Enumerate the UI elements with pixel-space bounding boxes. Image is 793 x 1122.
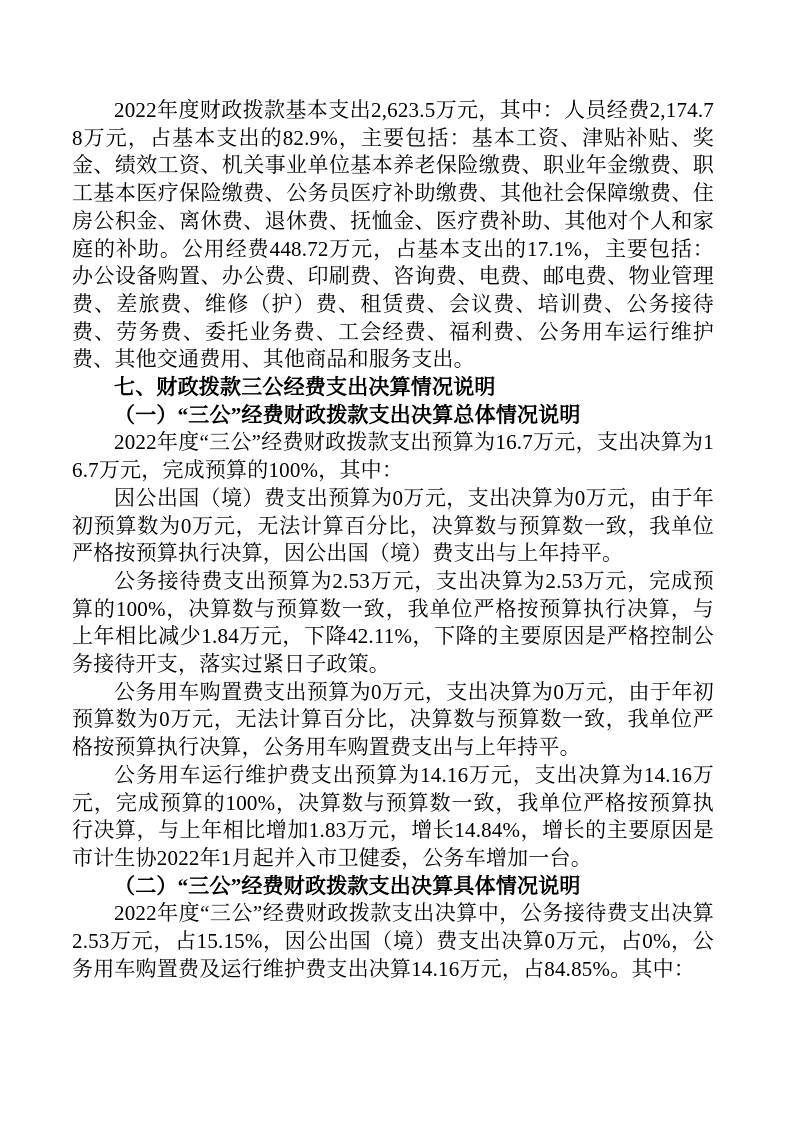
- paragraph: 2022年度财政拨款基本支出2,623.5万元，其中：人员经费2,174.78万元，占基本支出的82.9%，主要包括：基本工资、津贴补贴、奖金、绩效工资、机关事业单位基本养老保险缴费、职业年金缴费、职工基本医疗保险缴费、公务员医疗补助缴费、其他社会保障缴费、住房公积金、离休费、退休费、抚恤金、医疗费补助、其他对个人和家庭的补助。公用经费448.72万元，占基本支出的17.1%，主要包括：办公设备购置、办公费、印刷费、咨询费、电费、邮电费、物业管理费、差旅费、维修（护）费、租赁费、会议费、培训费、公务接待费、劳务费、委托业务费、工会经费、福利费、公务用车运行维护费、其他交通费用、其他商品和服务支出。: [72, 98, 714, 372]
- section-heading: （一）“三公”经费财政拨款支出决算总体情况说明: [114, 402, 581, 427]
- paragraph: 因公出国（境）费支出预算为0万元，支出决算为0万元，由于年初预算数为0万元，无法计算百分比，决算数与预算数一致，我单位严格按预算执行决算，因公出国（境）费支出与上年持平。: [72, 485, 714, 566]
- section-heading: 七、财政拨款三公经费支出决算情况说明: [114, 375, 496, 400]
- section-heading: （二）“三公”经费财政拨款支出决算具体情况说明: [114, 873, 581, 898]
- paragraph: 公务接待费支出预算为2.53万元，支出决算为2.53万元，完成预算的100%，决算数与预算数一致，我单位严格按预算执行决算，与上年相比减少1.84万元，下降42.11%，下降的主要原因是严格控制公务接待开支，落实过紧日子政策。: [72, 568, 714, 677]
- document-body: [72, 97, 714, 984]
- paragraph: 公务用车运行维护费支出预算为14.16万元，支出决算为14.16万元，完成预算的100%，决算数与预算数一致，我单位严格按预算执行决算，与上年相比增加1.83万元，增长14.84%，增长的主要原因是市计生协2022年1月起并入市卫健委，公务车增加一台。: [72, 762, 714, 870]
- paragraph: 2022年度“三公”经费财政拨款支出预算为16.7万元，支出决算为16.7万元，完成预算的100%，其中：: [72, 430, 714, 483]
- paragraph: 2022年度“三公”经费财政拨款支出决算中，公务接待费支出决算2.53万元，占15.15%，因公出国（境）费支出决算0万元，占0%，公务用车购置费及运行维护费支出决算14.16万元，占84.85%。其中：: [72, 901, 714, 981]
- paragraph: 公务用车购置费支出预算为0万元，支出决算为0万元，由于年初预算数为0万元，无法计算百分比，决算数与预算数一致，我单位严格按预算执行决算，公务用车购置费支出与上年持平。: [72, 679, 714, 760]
